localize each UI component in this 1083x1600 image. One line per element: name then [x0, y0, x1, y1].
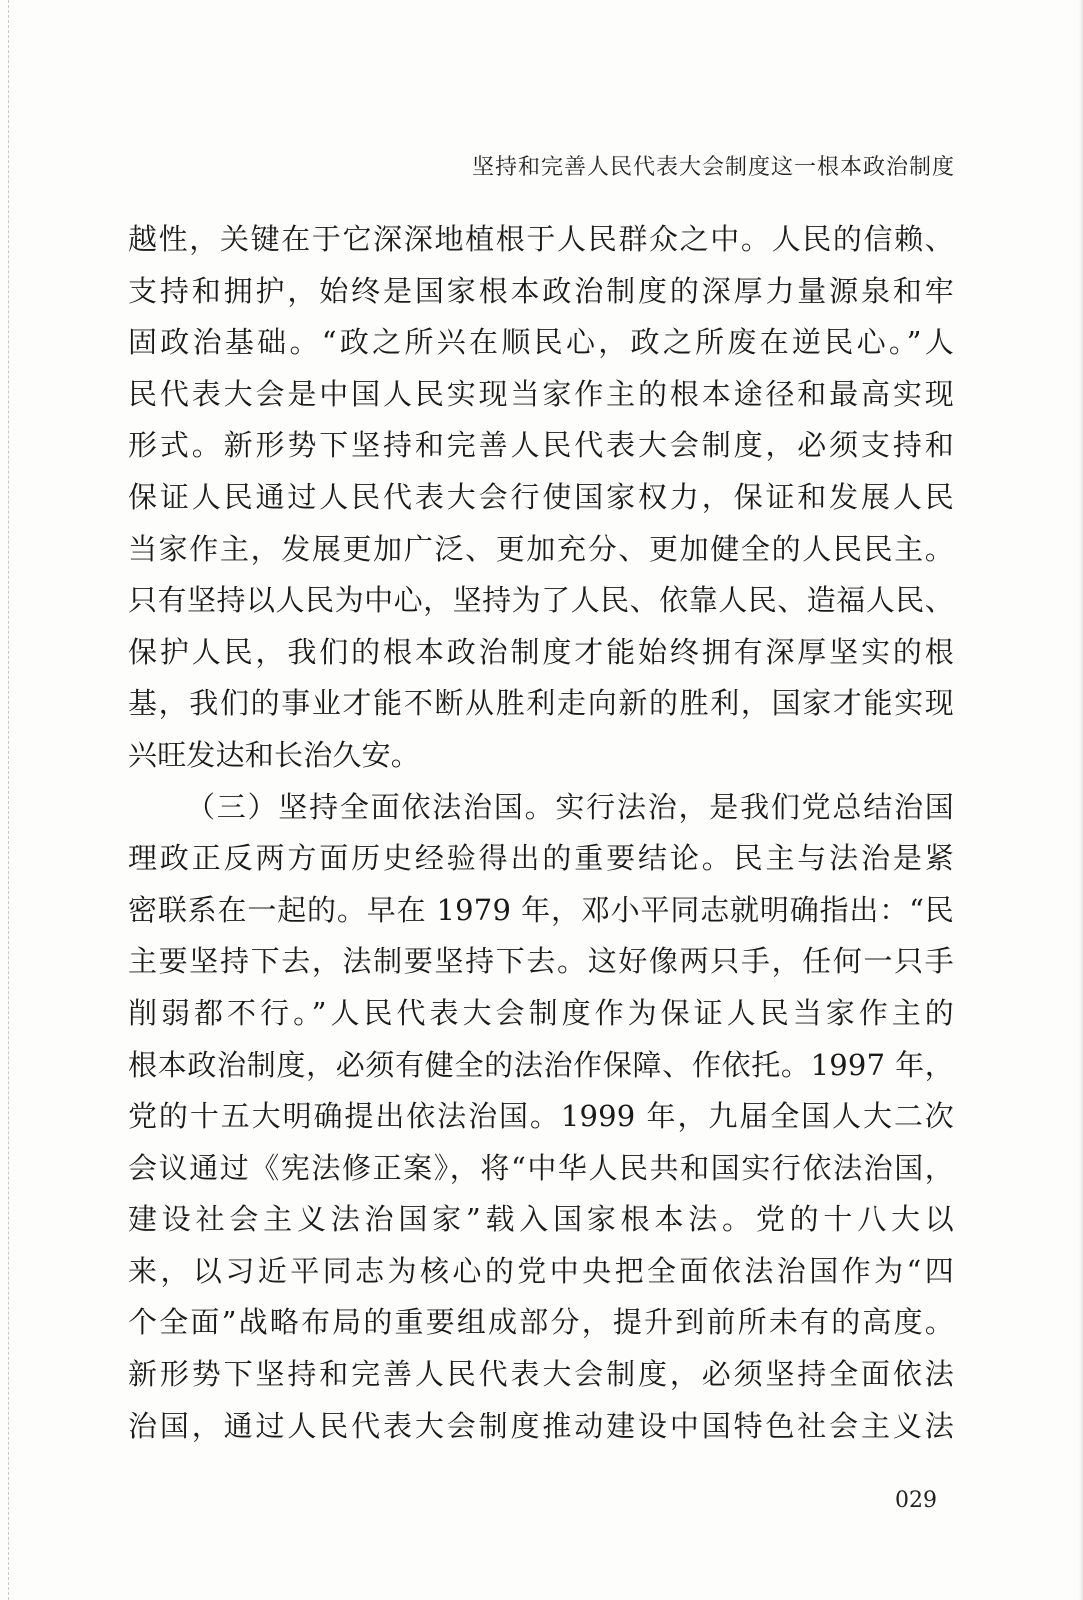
text-line: 密联系在一起的。早在 1979 年，邓小平同志就明确指出：“民: [128, 892, 954, 927]
text-line: 保证人民通过人民代表大会行使国家权力，保证和发展人民: [128, 479, 954, 514]
text-line: 建设社会主义法治国家”载入国家根本法。党的十八大以: [128, 1202, 954, 1237]
text-line: 保护人民，我们的根本政治制度才能始终拥有深厚坚实的根: [128, 634, 954, 669]
text-line: 会议通过《宪法修正案》，将“中华人民共和国实行依法治国，: [128, 1150, 954, 1185]
text-line: 只有坚持以人民为中心，坚持为了人民、依靠人民、造福人民、: [128, 583, 954, 618]
text-line: 理政正反两方面历史经验得出的重要结论。民主与法治是紧: [128, 841, 954, 876]
text-line: 党的十五大明确提出依法治国。1999 年，九届全国人大二次: [128, 1099, 954, 1134]
text-line: 个全面”战略布局的重要组成部分，提升到前所未有的高度。: [128, 1305, 954, 1340]
text-line: 形式。新形势下坚持和完善人民代表大会制度，必须支持和: [128, 428, 954, 463]
text-line: 当家作主，发展更加广泛、更加充分、更加健全的人民民主。: [128, 531, 954, 566]
text-line-paragraph-end: 兴旺发达和长治久安。: [128, 737, 421, 772]
text-line-section-start: （三）坚持全面依法治国。实行法治，是我们党总结治国: [186, 789, 954, 824]
text-line: 来，以习近平同志为核心的党中央把全面依法治国作为“四: [128, 1253, 954, 1288]
running-header: 坚持和完善人民代表大会制度这一根本政治制度: [471, 155, 955, 180]
page-number: 029: [895, 1488, 937, 1513]
text-line: 越性，关键在于它深深地植根于人民群众之中。人民的信赖、: [128, 222, 954, 256]
text-line: 根本政治制度，必须有健全的法治作保障、作依托。1997 年，: [128, 1047, 954, 1082]
text-line: 主要坚持下去，法制要坚持下去。这好像两只手，任何一只手: [128, 944, 954, 979]
text-line: 基，我们的事业才能不断从胜利走向新的胜利，国家才能实现: [128, 686, 954, 721]
scan-right-shadow: [1079, 0, 1083, 1600]
text-line: 新形势下坚持和完善人民代表大会制度，必须坚持全面依法: [128, 1357, 954, 1392]
text-line: 削弱都不行。”人民代表大会制度作为保证人民当家作主的: [128, 995, 954, 1030]
body-text: [128, 214, 954, 1452]
text-line: 固政治基础。“政之所兴在顺民心，政之所废在逆民心。”人: [128, 325, 954, 360]
text-line: 治国，通过人民代表大会制度推动建设中国特色社会主义法: [128, 1408, 954, 1443]
text-line: 支持和拥护，始终是国家根本政治制度的深厚力量源泉和牢: [128, 273, 954, 308]
scan-left-edge: [0, 0, 9, 1600]
text-line: 民代表大会是中国人民实现当家作主的根本途径和最高实现: [128, 376, 954, 411]
